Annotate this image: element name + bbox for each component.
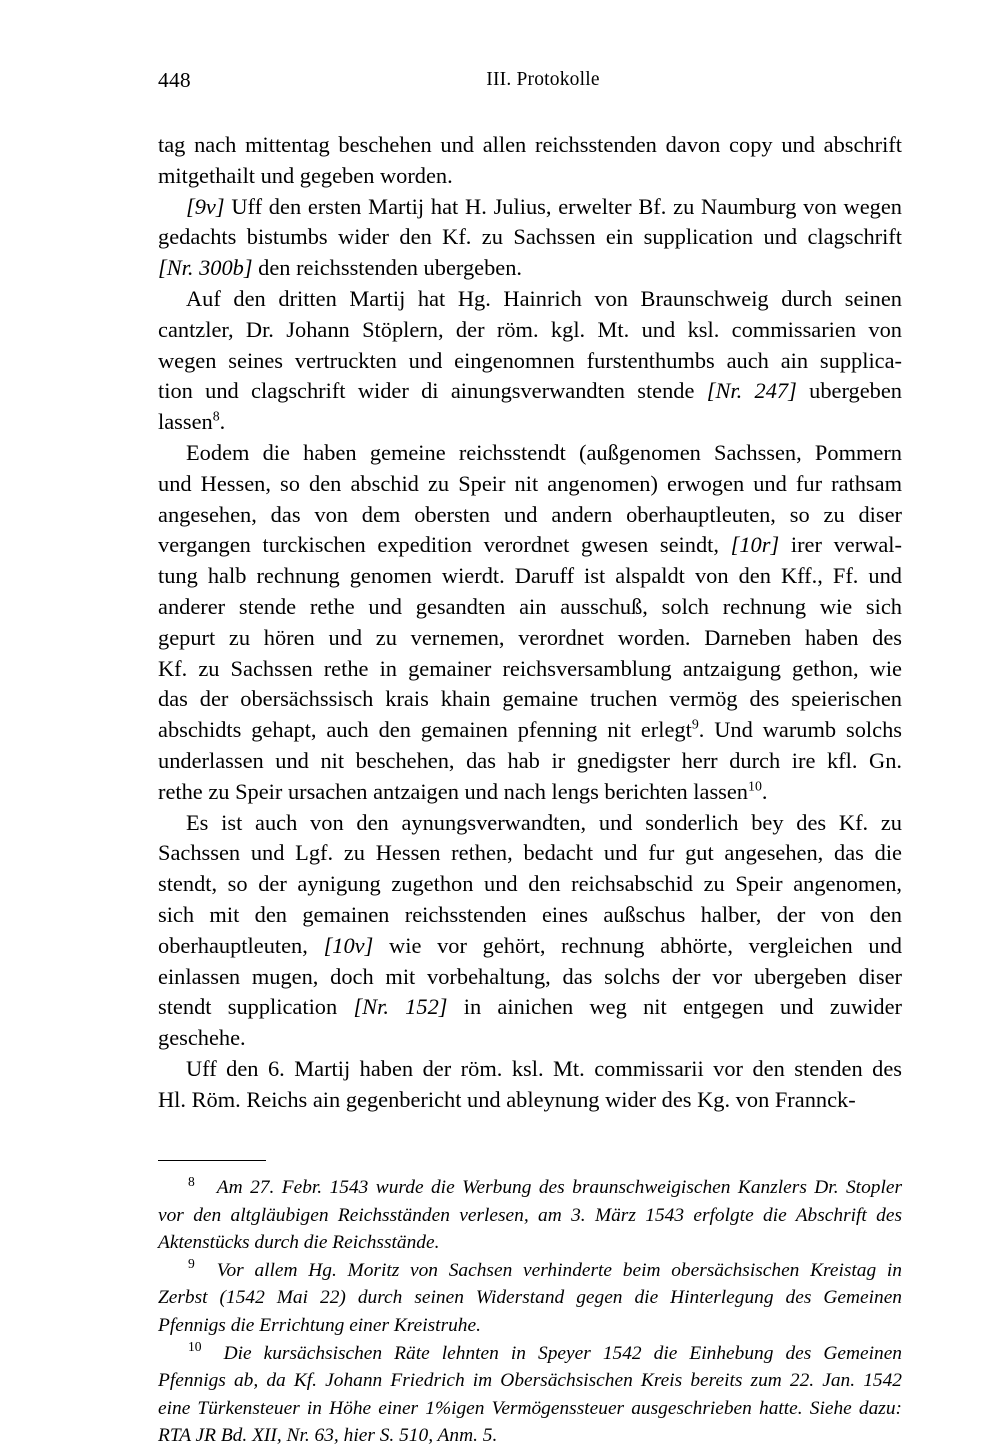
text-run: ubergeben	[797, 378, 902, 403]
footnote-text: Vor allem Hg. Moritz von Sachsen verhinderte beim obersächsischen Kreistag in	[217, 1260, 902, 1281]
text-run: stendt supplication	[158, 994, 353, 1019]
footnote-line	[158, 1284, 902, 1312]
para-continuation	[158, 130, 902, 192]
text-line	[158, 869, 902, 900]
text-run: Sachssen und Lgf. zu Hessen rethen, bedacht und fur gut angesehen, das die	[158, 840, 902, 865]
text-run: und Hessen, so den abschid zu Speir nit angenomen) erwogen und fur rathsam	[158, 471, 902, 496]
text-line	[158, 962, 902, 993]
text-run: irer verwal-	[779, 532, 902, 557]
text-run: cantzler, Dr. Johann Stöplern, der röm. kgl. Mt. und ksl. commissarien von	[158, 317, 902, 342]
text-run: .	[762, 779, 768, 804]
text-line	[158, 623, 902, 654]
text-line	[158, 561, 902, 592]
footnote-text: eine Türkensteuer in Höhe einer 1%igen Vermögenssteuer ausgeschrieben hatte. Siehe dazu:	[158, 1398, 902, 1419]
footnote-text: Aktenstücks durch die Reichsstände.	[158, 1232, 439, 1253]
para-uff-den-6-martij	[158, 1054, 902, 1116]
text-run: abschidts gehapt, auch den gemainen pfenning nit erlegt	[158, 717, 692, 742]
footnote-reference[interactable]: 9	[692, 718, 699, 733]
para-aynungsverwandten	[158, 808, 902, 1054]
text-run: .	[220, 409, 226, 434]
editorial-marker: [9v]	[186, 194, 225, 219]
editorial-marker: [Nr. 247]	[707, 378, 797, 403]
text-run: tion und clagschrift wider di ainungsverwandten stende	[158, 378, 707, 403]
text-line	[158, 192, 902, 223]
footnote-text: Zerbst (1542 Mai 22) durch seinen Widerstand gegen die Hinterlegung des Gemeinen	[158, 1287, 902, 1308]
text-line	[158, 1023, 902, 1054]
text-run: das der obersächssisch krais khain gemaine truchen vermög des speierischen	[158, 686, 902, 711]
footnote-text: Pfennigs ab, da Kf. Johann Friedrich im Obersächsischen Kreis bereits zum 22. Jan. 1542	[158, 1370, 902, 1391]
editorial-marker: [10v]	[324, 933, 374, 958]
para-9v-naumburg	[158, 192, 902, 284]
text-line	[158, 592, 902, 623]
text-line	[158, 715, 902, 746]
editorial-marker: [Nr. 300b]	[158, 255, 253, 280]
text-line	[158, 407, 902, 438]
text-line	[158, 654, 902, 685]
footnote-line	[158, 1257, 902, 1285]
text-run: gepurt zu hören und zu vernemen, verordnet worden. Darneben haben des	[158, 625, 902, 650]
page-header	[158, 68, 902, 116]
text-run: tag nach mittentag beschehen und allen reichsstenden davon copy und abschrift	[158, 132, 902, 157]
text-run: vergangen turckischen expedition verordnet gwesen seindt,	[158, 532, 731, 557]
text-run: stendt, so der aynigung zugethon und den reichsabschid zu Speir angenomen,	[158, 871, 902, 896]
text-line	[158, 130, 902, 161]
footnote-line	[158, 1174, 902, 1202]
para-braunschweig	[158, 284, 902, 438]
text-line	[158, 284, 902, 315]
page-content	[158, 68, 902, 1450]
text-run: einlassen mugen, doch mit vorbehaltung, das solchs der vor ubergeben diser	[158, 964, 902, 989]
text-line	[158, 746, 902, 777]
text-line	[158, 315, 902, 346]
text-run: lassen	[158, 409, 213, 434]
text-run: in ainichen weg nit entgegen und zuwider	[447, 994, 902, 1019]
text-run: geschehe.	[158, 1025, 246, 1050]
running-head-title: III. Protokolle	[158, 69, 902, 91]
text-line	[158, 900, 902, 931]
footnote-line	[158, 1202, 902, 1230]
text-line	[158, 931, 902, 962]
footnote-line	[158, 1312, 902, 1340]
text-run: . Und warumb solchs	[699, 717, 902, 742]
text-line	[158, 777, 902, 808]
editorial-marker: [10r]	[731, 532, 780, 557]
text-run: tung halb rechnung genomen wierdt. Daruff ist alspaldt von den Kff., Ff. und	[158, 563, 902, 588]
text-run: Hl. Röm. Reichs ain gegenbericht und ableynung wider des Kg. von Frannck-	[158, 1087, 856, 1112]
footnote-section	[158, 1160, 902, 1450]
text-line	[158, 222, 902, 253]
text-run: angesehen, das von dem obersten und andern oberhauptleuten, so zu diser	[158, 502, 902, 527]
text-run: sich mit den gemainen reichsstenden eines außschus halber, der von den	[158, 902, 902, 927]
text-run: Eodem die haben gemeine reichsstendt (außgenomen Sachssen, Pommern	[186, 440, 902, 465]
para-eodem-die	[158, 438, 902, 808]
text-line	[158, 684, 902, 715]
text-run: Uff den ersten Martij hat H. Julius, erwelter Bf. zu Naumburg von wegen	[225, 194, 902, 219]
text-run: Auf den dritten Martij hat Hg. Hainrich von Braunschweig durch seinen	[186, 286, 902, 311]
text-line	[158, 838, 902, 869]
footnote-text: RTA JR Bd. XII, Nr. 63, hier S. 510, Anm. 5.	[158, 1425, 497, 1446]
text-run: gedachts bistumbs wider den Kf. zu Sachssen ein supplication und clagschrift	[158, 224, 902, 249]
footnote-line	[158, 1340, 902, 1368]
footnote-reference[interactable]: 10	[748, 779, 762, 794]
footnote-text: Am 27. Febr. 1543 wurde die Werbung des braunschweigischen Kanzlers Dr. Stopler	[217, 1177, 902, 1198]
text-line	[158, 161, 902, 192]
footnote-8	[158, 1174, 902, 1257]
page-number: 448	[158, 68, 191, 93]
footnote-line	[158, 1395, 902, 1423]
text-line	[158, 346, 902, 377]
text-run: den reichsstenden ubergeben.	[253, 255, 522, 280]
text-run: mitgethailt und gegeben worden.	[158, 163, 453, 188]
footnote-reference[interactable]: 8	[213, 410, 220, 425]
text-run: rethe zu Speir ursachen antzaigen und nach lengs berichten lassen	[158, 779, 748, 804]
text-line	[158, 253, 902, 284]
text-run: Es ist auch von den aynungsverwandten, und sonderlich bey des Kf. zu	[186, 810, 902, 835]
footnote-line	[158, 1229, 902, 1257]
text-line	[158, 500, 902, 531]
footnote-list	[158, 1174, 902, 1450]
footnote-10	[158, 1340, 902, 1450]
text-line	[158, 992, 902, 1023]
footnote-text: Die kursächsischen Räte lehnten in Speyer 1542 die Einhebung des Gemeinen	[224, 1343, 902, 1364]
footnote-text: Pfennigs die Errichtung einer Kreistruhe.	[158, 1315, 481, 1336]
text-run: oberhauptleuten,	[158, 933, 324, 958]
text-line	[158, 1054, 902, 1085]
footnote-text: vor den altgläubigen Reichsständen verlesen, am 3. März 1543 erfolgte die Abschrift des	[158, 1205, 902, 1226]
body-text	[158, 130, 902, 1116]
editorial-marker: [Nr. 152]	[353, 994, 447, 1019]
text-line	[158, 808, 902, 839]
text-line	[158, 376, 902, 407]
text-line	[158, 469, 902, 500]
text-run: anderer stende rethe und gesandten ain ausschuß, solch rechnung wie sich	[158, 594, 902, 619]
text-line	[158, 438, 902, 469]
text-run: wie vor gehört, rechnung abhörte, vergleichen und	[373, 933, 902, 958]
footnote-line	[158, 1367, 902, 1395]
text-run: wegen seines vertruckten und eingenomnen furstenthumbs auch ain supplica-	[158, 348, 902, 373]
footnote-line	[158, 1422, 902, 1450]
text-run: Uff den 6. Martij haben der röm. ksl. Mt. commissarii vor den stenden des	[186, 1056, 902, 1081]
text-line	[158, 530, 902, 561]
text-run: underlassen und nit beschehen, das hab ir gnedigster herr durch ire kfl. Gn.	[158, 748, 902, 773]
footnote-number[interactable]: 10	[188, 1339, 202, 1354]
footnote-number[interactable]: 8	[188, 1174, 195, 1189]
footnote-number[interactable]: 9	[188, 1256, 195, 1271]
footnote-9	[158, 1257, 902, 1340]
text-line	[158, 1085, 902, 1116]
text-run: Kf. zu Sachssen rethe in gemainer reichsversamblung antzaigung gethon, wie	[158, 656, 902, 681]
footnote-separator-rule	[158, 1160, 266, 1162]
